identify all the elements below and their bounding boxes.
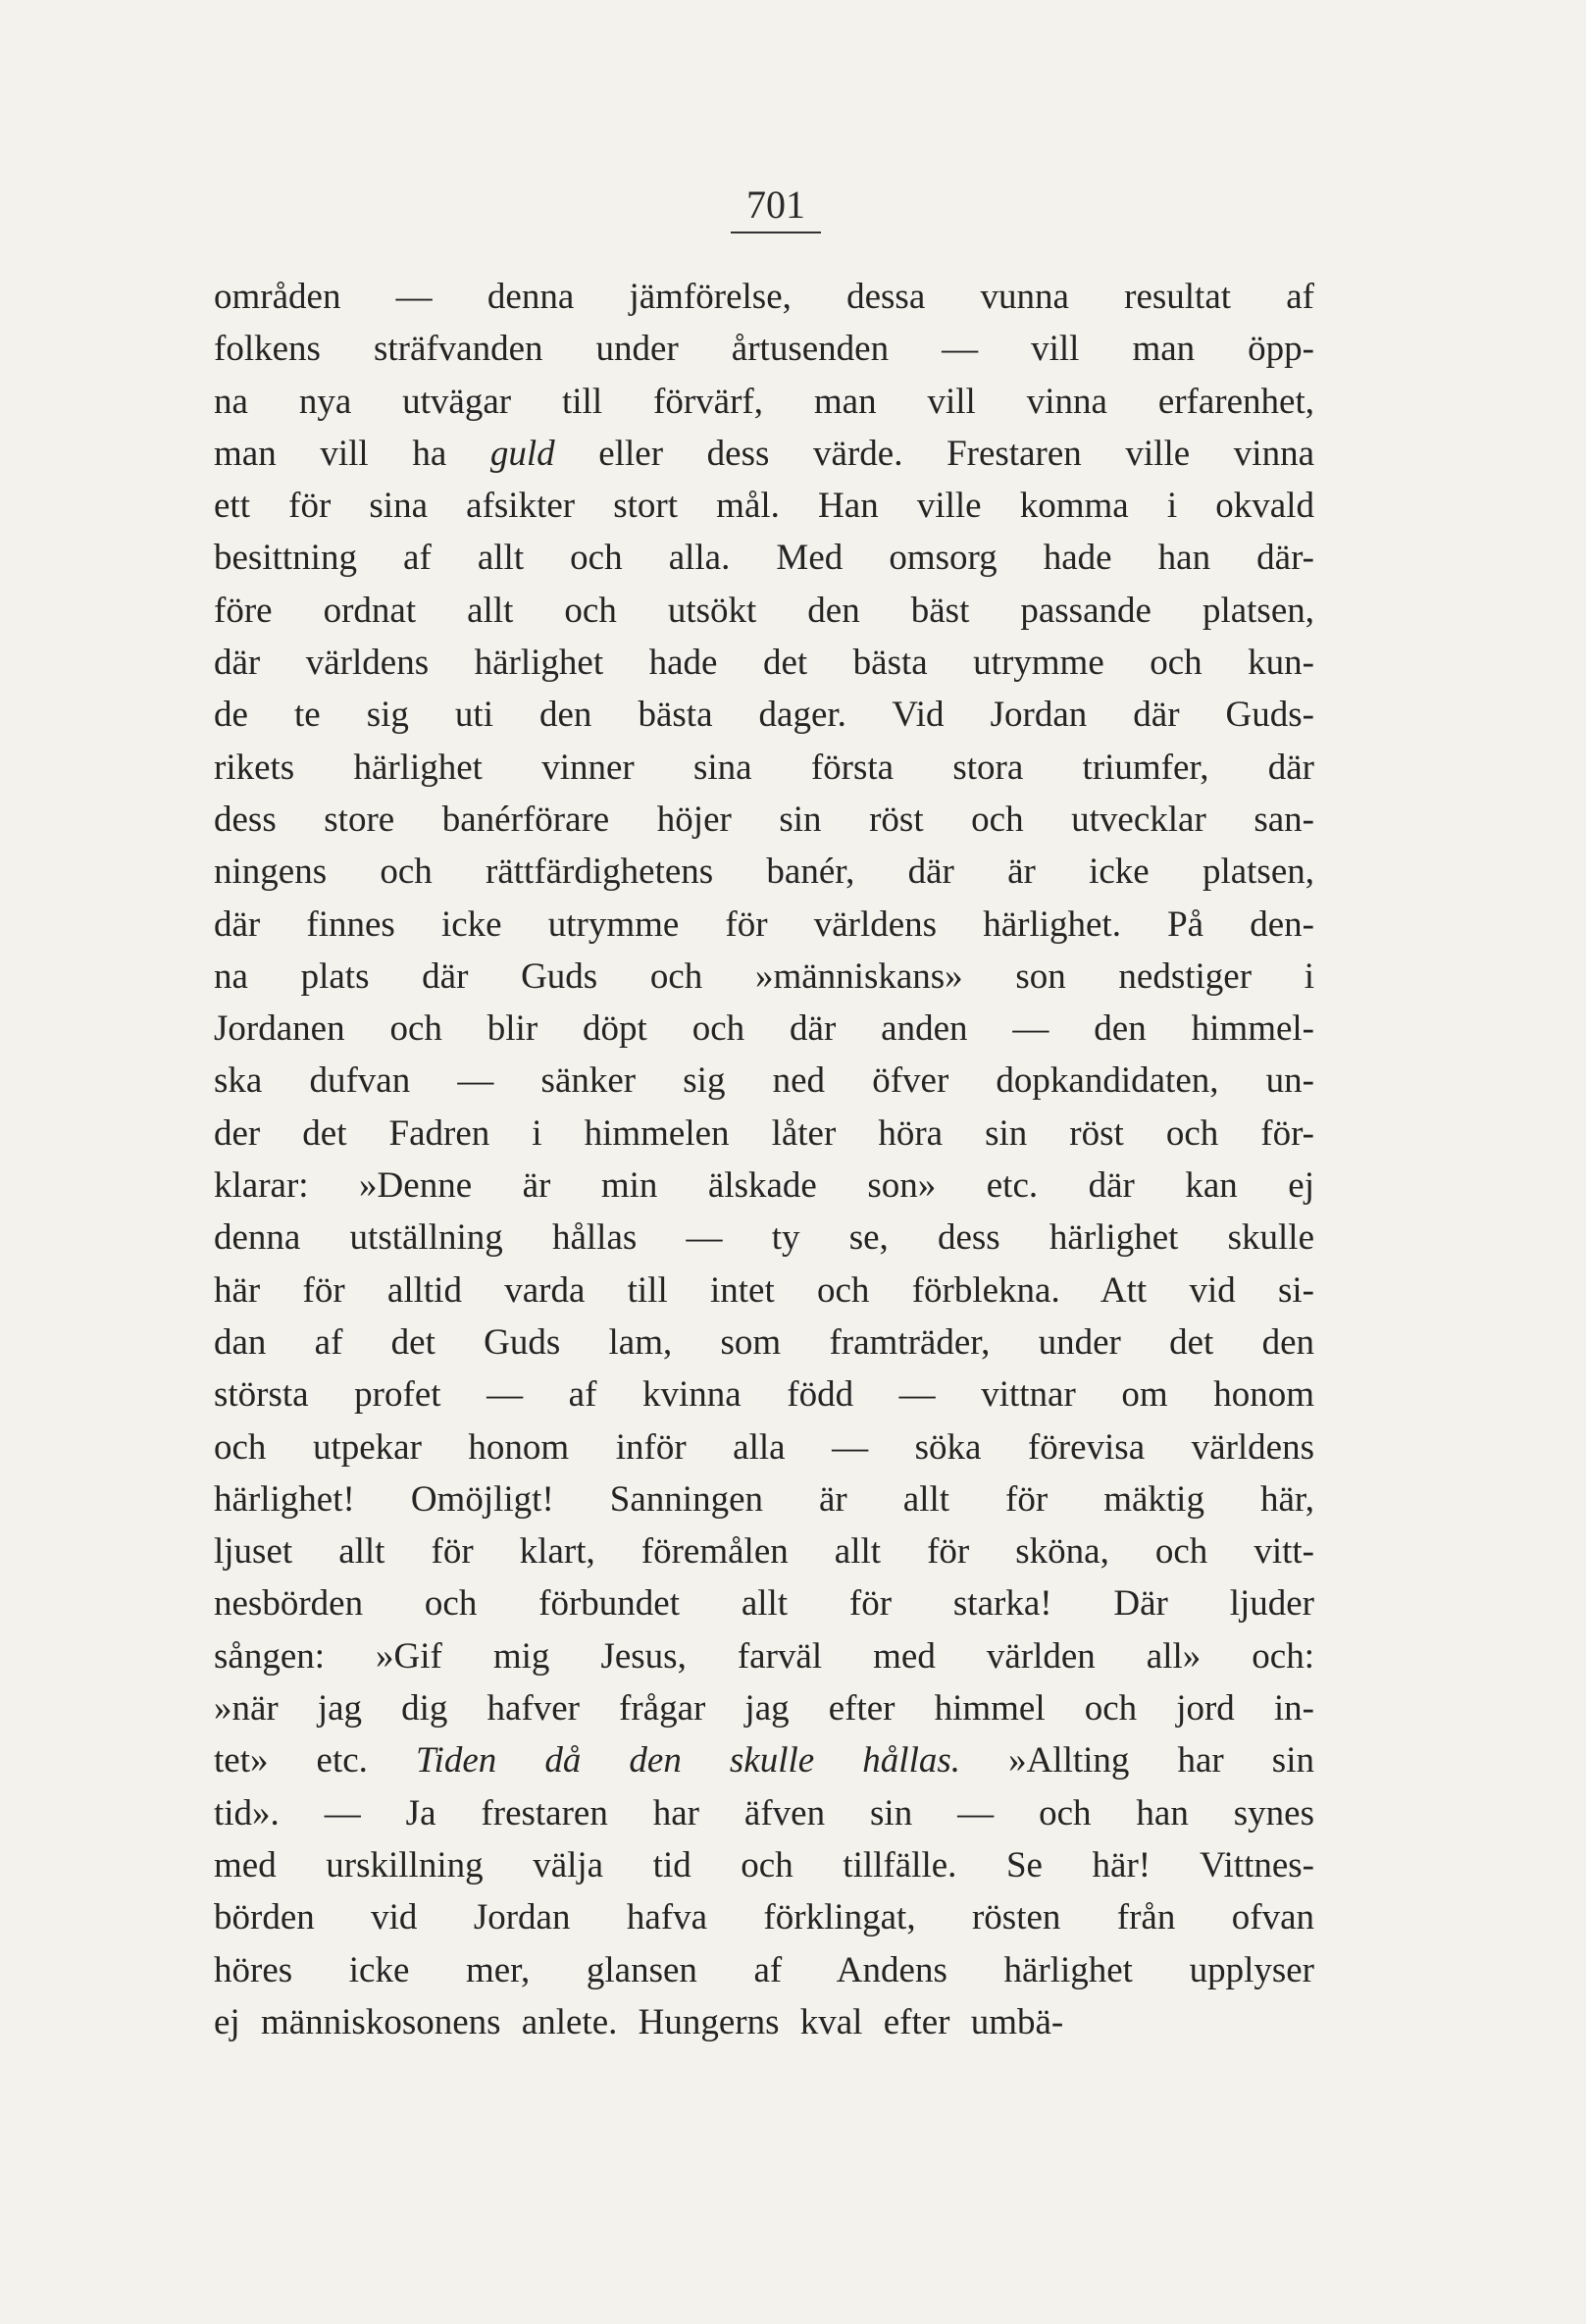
- text-line: rikets härlighet vinner sina första stora triumfer, där: [214, 747, 1314, 788]
- text-line: »när jag dig hafver frågar jag efter himmel och jord in-: [214, 1688, 1314, 1730]
- text-line: ska dufvan — sänker sig ned öfver dopkandidaten, un-: [214, 1060, 1314, 1102]
- text-line: med urskillning välja tid och tillfälle. Se här! Vittnes-: [214, 1844, 1314, 1885]
- text-line: ett för sina afsikter stort mål. Han ville komma i okvald: [214, 486, 1314, 527]
- text-line: besittning af allt och alla. Med omsorg hade han där-: [214, 538, 1314, 579]
- text-line: de te sig uti den bästa dager. Vid Jordan där Guds-: [214, 695, 1314, 736]
- text-line: tet» etc. Tiden då den skulle hållas. »Allting har sin: [214, 1740, 1314, 1782]
- text-line: härlighet! Omöjligt! Sanningen är allt för mäktig här,: [214, 1478, 1314, 1520]
- text-line: börden vid Jordan hafva förklingat, rösten från ofvan: [214, 1897, 1314, 1938]
- text-line: dan af det Guds lam, som framträder, under det den: [214, 1321, 1314, 1363]
- text-line: och utpekar honom inför alla — söka förevisa världens: [214, 1426, 1314, 1468]
- text-line: områden — denna jämförelse, dessa vunna resultat af: [214, 277, 1314, 317]
- text-line: dess store banérförare höjer sin röst och utvecklar san-: [214, 799, 1314, 840]
- text-line: största profet — af kvinna född — vittnar om honom: [214, 1374, 1314, 1416]
- italic-text: Tiden då den skulle hållas.: [416, 1740, 960, 1782]
- text-line: tid». — Ja frestaren har äfven sin — och han synes: [214, 1792, 1314, 1833]
- text-line: Jordanen och blir döpt och där anden — den himmel-: [214, 1008, 1314, 1050]
- page-number: 701: [731, 182, 821, 233]
- text-line: folkens sträfvanden under årtusenden — vill man öpp-: [214, 329, 1314, 370]
- text-line: ningens och rättfärdighetens banér, där är icke platsen,: [214, 852, 1314, 893]
- text-line: denna utställning hållas — ty se, dess härlighet skulle: [214, 1217, 1314, 1259]
- text-line: där finnes icke utrymme för världens härlighet. På den-: [214, 904, 1314, 945]
- text-line: ej människosonens anlete. Hungerns kval efter umbä-: [214, 2001, 1064, 2042]
- text-line: sången: »Gif mig Jesus, farväl med världen all» och:: [214, 1635, 1314, 1677]
- text-line: der det Fadren i himmelen låter höra sin röst och för-: [214, 1112, 1314, 1154]
- italic-text: guld: [489, 433, 555, 474]
- text-line: här för alltid varda till intet och förblekna. Att vid si-: [214, 1269, 1314, 1311]
- text-line: ljuset allt för klart, föremålen allt för sköna, och vitt-: [214, 1531, 1314, 1573]
- text-line: na plats där Guds och »människans» son nedstiger i: [214, 955, 1314, 997]
- text-line: klarar: »Denne är min älskade son» etc. där kan ej: [214, 1165, 1314, 1207]
- text-line: där världens härlighet hade det bästa utrymme och kun-: [214, 643, 1314, 684]
- text-line: höres icke mer, glansen af Andens härlighet upplyser: [214, 1949, 1314, 1990]
- text-line: före ordnat allt och utsökt den bäst passande platsen,: [214, 590, 1314, 631]
- text-line: nesbörden och förbundet allt för starka! Där ljuder: [214, 1583, 1314, 1625]
- text-line: na nya utvägar till förvärf, man vill vinna erfarenhet,: [214, 381, 1314, 422]
- text-line: man vill ha guld eller dess värde. Frestaren ville vinna: [214, 433, 1314, 474]
- body-text: [214, 271, 1314, 2048]
